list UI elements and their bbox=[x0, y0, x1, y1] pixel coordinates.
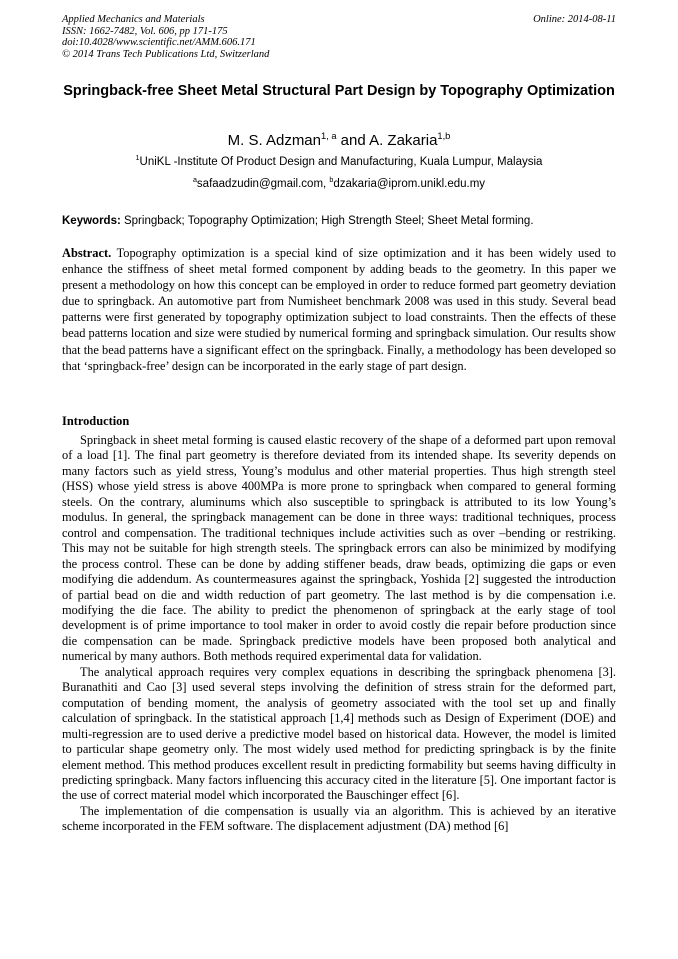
online-date: Online: 2014-08-11 bbox=[533, 14, 616, 25]
issn-line: ISSN: 1662-7482, Vol. 606, pp 171-175 bbox=[62, 25, 228, 37]
affiliation-superscript: 1 bbox=[135, 154, 140, 163]
author-list bbox=[62, 132, 616, 150]
affiliation-text: UniKL -Institute Of Product Design and Manufacturing, Kuala Lumpur, Malaysia bbox=[139, 156, 543, 168]
introduction-body bbox=[62, 433, 616, 953]
abstract bbox=[62, 245, 616, 374]
abstract-text: Topography optimization is a special kind of size optimization and it has been widely used to enhance the stiffness of sheet metal formed component by adding beads to the geometry. In this paper we present a methodology on how this concept can be employed in order to reduce formed part geometry deviation due to springback. An automotive part from Numisheet benchmark 2008 was used in this study. Several bead patterns were first generated by topography optimization subject to load constraints. Then the effects of these bead patterns location and size were studied by numerical forming and springback simulation. Our results show that the bead patterns have a significant effect on the springback. Finally, a methodology has been developed so that ‘springback-free’ design can be incorporated in the early stage of part design. bbox=[62, 246, 616, 373]
author-emails bbox=[62, 177, 616, 192]
introduction-heading: Introduction bbox=[62, 414, 130, 428]
author-superscript: 1, a bbox=[321, 131, 337, 141]
author-superscript: 1,b bbox=[437, 131, 451, 141]
journal-name: Applied Mechanics and Materials bbox=[62, 14, 205, 25]
email-address: dzakaria@iprom.unikl.edu.my bbox=[333, 178, 486, 190]
author-name: M. S. Adzman bbox=[227, 132, 321, 149]
abstract-label: Abstract. bbox=[62, 246, 112, 260]
keywords bbox=[62, 214, 616, 229]
email-superscript: a bbox=[192, 176, 197, 185]
author-connector: and bbox=[336, 132, 370, 149]
keywords-label: Keywords: bbox=[62, 215, 121, 227]
body-paragraph: Springback in sheet metal forming is caused elastic recovery of the shape of a deformed part upon removal of a load [1]. The final part geometry is therefore deviated from its intended shape. Its severity depends on many factors such as yield stress, Young’s modulus and other material properties. Thus high strength steel (HSS) whose yield stress is above 400MPa is more prone to springback when compared to general forming steels. On the contrary, aluminums which also susceptible to springback is attributed to its low Young’s modulus. In general, the springback management can be done in three ways: traditional techniques, process control and compensation. The traditional techniques include activities such as over –bending or restriking. This may not be suitable for high strength steels. The springback errors can also be minimized by modifying the process control. These can be done by adding stiffener beads, draw beads, optimizing die gaps or even modifying die addendum. As countermeasures against the springback, Yoshida [2] suggested the introduction of partial bead on die and width reduction of part geometry. The last method is by die compensation i.e. modifying the die face. The ability to predict the phenomenon of springback at the early stage of tool development is of prime importance to tool maker in order to avoid costly die repair before production since die compensation can be made. Springback predictive models have been proposed both analytical and numerical by many authors. Both methods required experimental data for validation. bbox=[62, 433, 616, 664]
email-address: safaadzudin@gmail.com, bbox=[196, 178, 330, 190]
author-name: A. Zakaria bbox=[369, 132, 438, 149]
keywords-text: Springback; Topography Optimization; High Strength Steel; Sheet Metal forming. bbox=[120, 215, 534, 227]
body-paragraph: The analytical approach requires very complex equations in describing the springback phenomena [3]. Buranathiti and Cao [3] used several steps involving the definition of stress strain for the deformed part, computation of bending moment, the analysis of geometry associated with the tool set up and finally calculation of springback. In the statistical approach [1,4] methods such as Design of Experiment (DOE) and multi-regression are to used derive a predictive model based on historical data. However, the model is limited to particular shape geometry only. The most widely used method for predicting springback is by the finite element method. This method produces excellent result in predicting formability but seems having difficulty in predicting springback. Many factors influencing this accuracy cited in the literature [5]. One important factor is the use of correct material model which incorporated the Bauschinger effect [6]. bbox=[62, 664, 616, 803]
paper-title: Springback-free Sheet Metal Structural Part Design by Topography Optimization bbox=[63, 83, 615, 99]
doi-line: doi:10.4028/www.scientific.net/AMM.606.171 bbox=[62, 37, 256, 48]
journal-header bbox=[62, 14, 616, 60]
body-paragraph: The implementation of die compensation is usually via an algorithm. This is achieved by an iterative scheme incorporated in the FEM software. The displacement adjustment (DA) method [6] bbox=[62, 803, 616, 834]
copyright-line: © 2014 Trans Tech Publications Ltd, Switzerland bbox=[62, 48, 270, 60]
email-superscript: b bbox=[329, 176, 334, 185]
affiliation bbox=[62, 155, 616, 170]
